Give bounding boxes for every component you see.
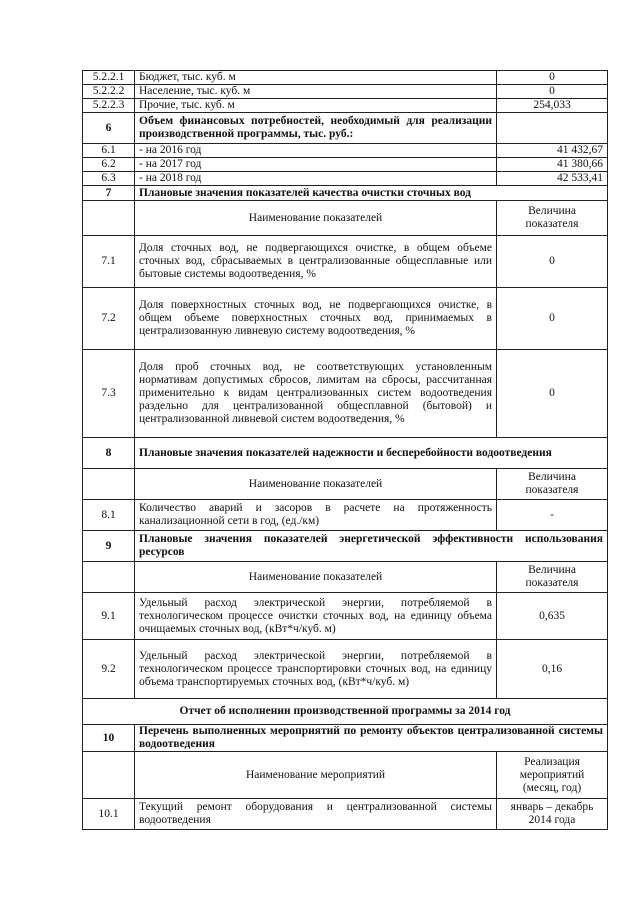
row-text: - на 2016 год	[135, 144, 497, 158]
row-number: 6.2	[83, 158, 135, 172]
table-row	[83, 172, 608, 186]
row-number: 10.1	[83, 799, 135, 830]
row-value: 0	[497, 85, 608, 99]
row-text: Население, тыс. куб. м	[135, 85, 497, 99]
program-table	[82, 70, 608, 830]
column-header-name: Наименование показателей	[135, 469, 497, 500]
row-text: - на 2017 год	[135, 158, 497, 172]
column-header-row	[83, 201, 608, 236]
row-text: Удельный расход электрической энергии, потребляемой в технологическом процессе транспортировки сточных вод, на единицу объема транспортируемых сточных вод, (кВт*ч/куб. м)	[135, 640, 497, 699]
column-header-name: Наименование мероприятий	[135, 752, 497, 799]
table-row	[83, 158, 608, 172]
row-value: 0,635	[497, 593, 608, 640]
section-header-row	[83, 186, 608, 201]
section-title: Объем финансовых потребностей, необходимый для реализации производственной программы, тыс. руб.:	[135, 113, 497, 144]
row-number: 9.1	[83, 593, 135, 640]
row-text: Удельный расход электрической энергии, потребляемой в технологическом процессе очистки сточных вод, на единицу объема очищаемых сточных вод, (кВт*ч/куб. м)	[135, 593, 497, 640]
section-header-row	[83, 113, 608, 144]
row-text: Текущий ремонт оборудования и централизованной системы водоотведения	[135, 799, 497, 830]
table-row	[83, 71, 608, 85]
column-header-value: Реализация мероприятий (месяц, год)	[497, 752, 608, 799]
section-number: 10	[83, 725, 135, 752]
row-text: Доля поверхностных сточных вод, не подвергающихся очистке, в общем объеме поверхностных сточных вод, принимаемых в централизованную ливневую систему водоотведения, %	[135, 288, 497, 350]
table-row	[83, 85, 608, 99]
section-header-row	[83, 531, 608, 562]
column-header-value: Величина показателя	[497, 201, 608, 236]
row-number: 5.2.2.2	[83, 85, 135, 99]
row-value: 0	[497, 71, 608, 85]
section-number: 6	[83, 113, 135, 144]
row-text: Доля сточных вод, не подвергающихся очистке, в общем объеме сточных вод, сбрасываемых в централизованные общесплавные или бытовые системы водоотведения, %	[135, 236, 497, 288]
report-title-row	[83, 699, 608, 725]
section-number: 7	[83, 186, 135, 201]
column-header-row	[83, 752, 608, 799]
column-header-value: Величина показателя	[497, 469, 608, 500]
row-number: 6.1	[83, 144, 135, 158]
column-header-value: Величина показателя	[497, 562, 608, 593]
row-text: Доля проб сточных вод, не соответствующих установленным нормативам допустимых сбросов, лимитам на сбросы, рассчитанная применительно к видам централизованных систем водоотведения раздельно для централизованной общесплавной (бытовой) и централизованной ливневой систем водоотведения, %	[135, 350, 497, 438]
table-row	[83, 350, 608, 438]
row-number: 9.2	[83, 640, 135, 699]
table-row	[83, 144, 608, 158]
row-value: 254,033	[497, 99, 608, 113]
table-row	[83, 500, 608, 531]
row-value: 41 432,67	[497, 144, 608, 158]
section-number: 8	[83, 438, 135, 469]
row-number: 5.2.2.3	[83, 99, 135, 113]
row-number: 8.1	[83, 500, 135, 531]
row-text: Прочие, тыс. куб. м	[135, 99, 497, 113]
row-value: 0	[497, 350, 608, 438]
row-number: 7.3	[83, 350, 135, 438]
table-row	[83, 799, 608, 830]
row-value: -	[497, 500, 608, 531]
row-value: 41 380,66	[497, 158, 608, 172]
column-header-name: Наименование показателей	[135, 201, 497, 236]
row-value: январь – декабрь 2014 года	[497, 799, 608, 830]
row-value: 0	[497, 236, 608, 288]
row-number: 5.2.2.1	[83, 71, 135, 85]
section-title: Плановые значения показателей надежности и бесперебойности водоотведения	[135, 438, 608, 469]
row-text: Количество аварий и засоров в расчете на протяженность канализационной сети в год, (ед./км)	[135, 500, 497, 531]
row-value: 42 533,41	[497, 172, 608, 186]
section-title: Перечень выполненных мероприятий по ремонту объектов централизованной системы водоотведения	[135, 725, 608, 752]
row-number: 6.3	[83, 172, 135, 186]
report-title: Отчет об исполнении производственной программы за 2014 год	[83, 699, 608, 725]
table-row	[83, 593, 608, 640]
table-row	[83, 236, 608, 288]
table-row	[83, 99, 608, 113]
table-row	[83, 288, 608, 350]
column-header-name: Наименование показателей	[135, 562, 497, 593]
table-row	[83, 640, 608, 699]
section-number: 9	[83, 531, 135, 562]
column-header-row	[83, 562, 608, 593]
section-header-row	[83, 438, 608, 469]
row-value: 0	[497, 288, 608, 350]
column-header-row	[83, 469, 608, 500]
row-text: Бюджет, тыс. куб. м	[135, 71, 497, 85]
row-number: 7.2	[83, 288, 135, 350]
section-title: Плановые значения показателей качества очистки сточных вод	[135, 186, 608, 201]
section-title: Плановые значения показателей энергетической эффективности использования ресурсов	[135, 531, 608, 562]
row-value: 0,16	[497, 640, 608, 699]
row-number: 7.1	[83, 236, 135, 288]
section-header-row	[83, 725, 608, 752]
row-text: - на 2018 год	[135, 172, 497, 186]
